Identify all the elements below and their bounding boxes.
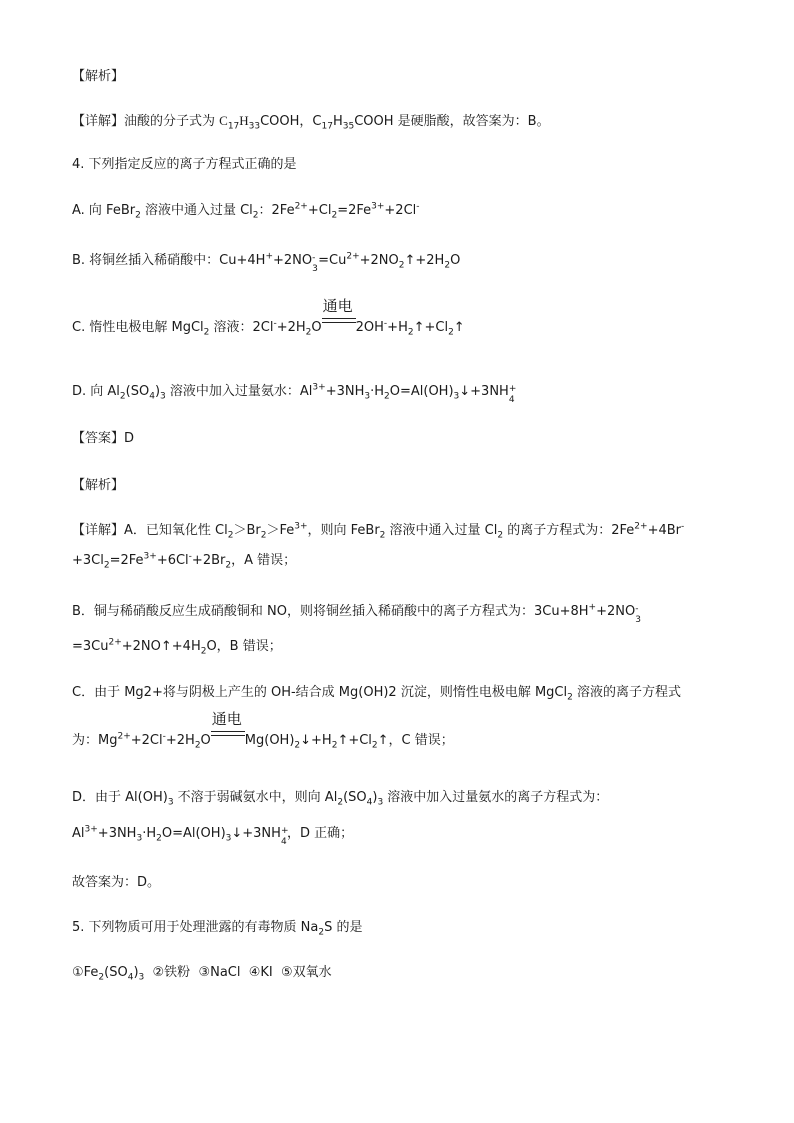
option-b: B. 将铜丝插入稀硝酸中：Cu+4H++2NO - 3 $=Cu^{2+}+2NO_2↑+2H_2O$ [72, 251, 461, 274]
detail-c-line-1: C．由于 Mg2+将与阴极上产生的 OH-结合成 Mg(OH)2 沉淀，则惰性电极电解 MgCl$_2$ 溶液的离子方程式 [72, 685, 681, 703]
detail-c-line-2: 为：$Mg^{2+}+2Cl^-+2H_2O$ 通电 $Mg(OH)_2↓+H_2↑+Cl_2↑$，C 错误； [72, 710, 454, 751]
detail-d-line-1: D．由于 $Al(OH)_3$ 不溶于弱碱氨水中，则向 $Al_2(SO_4)_3$ 溶液中加入过量氨水的离子方程式为： [72, 790, 609, 808]
electrolysis-condition-sign: 通电 [211, 730, 245, 744]
electrolysis-condition-sign: 通电 [322, 317, 356, 331]
conclusion-line: 故答案为：D。 [72, 875, 161, 890]
question-5-stem: 5. 下列物质可用于处理泄露的有毒物质 $Na_2S$ 的是 [72, 920, 363, 938]
answer-line: 【答案】D [72, 431, 135, 446]
option-a: A. 向 FeBr$_2$ 溶液中通入过量 $Cl_2$：$2Fe^{2+}+Cl_2=2Fe^{3+}+2Cl^-$ [72, 201, 420, 221]
detail-a-line-2: $+3Cl_2=2Fe^{3+}+6Cl^-+2Br_2$，A 错误； [72, 551, 297, 571]
section-heading-analysis-2: 【解析】 [72, 478, 125, 493]
detail-b-line-2: $=3Cu^{2+}+2NO↑+4H_2O$，B 错误； [72, 637, 282, 657]
detail-d-line-2: $Al^{3+}+3NH_3\cdot H_2O=Al(OH)_3↓+3NH$ + 4 ，D 正确； [72, 824, 354, 847]
question-4-stem: 4. 下列指定反应的离子方程式正确的是 [72, 157, 297, 172]
question-5-options: $①Fe_2(SO_4)_3$ ②铁粉 ③NaCl ④KI ⑤双氧水 [72, 965, 332, 983]
detail-b-line-1: B．铜与稀硝酸反应生成硝酸铜和 NO，则将铜丝插入稀硝酸中的离子方程式为：3Cu+8H++2NO - 3 [72, 602, 641, 625]
detail-line-oleic-acid: 【详解】油酸的分子式为 $C_{17}H_{33}COOH$，$C_{17}H_{35}COOH$ 是硬脂酸，故答案为：B。 [72, 113, 550, 132]
option-d: D. 向 $Al_2(SO_4)_3$ 溶液中加入过量氨水：$Al^{3+}+3NH_3\cdot H_2O=Al(OH)_3↓+3NH$ + 4 [72, 382, 517, 405]
option-c: C. 惰性电极电解 MgCl$_2$ 溶液：$2Cl^-+2H_2O$ 通电 $2OH^-+H_2↑+Cl_2↑$ [72, 297, 465, 338]
section-heading-analysis: 【解析】 [72, 69, 125, 84]
detail-a-line-1: 【详解】A．已知氧化性 $Cl_2>Br_2>Fe^{3+}$，则向 FeBr$_2$ 溶液中通入过量 $Cl_2$ 的离子方程式为：$2Fe^{2+}+4Br^-$ [72, 521, 685, 541]
